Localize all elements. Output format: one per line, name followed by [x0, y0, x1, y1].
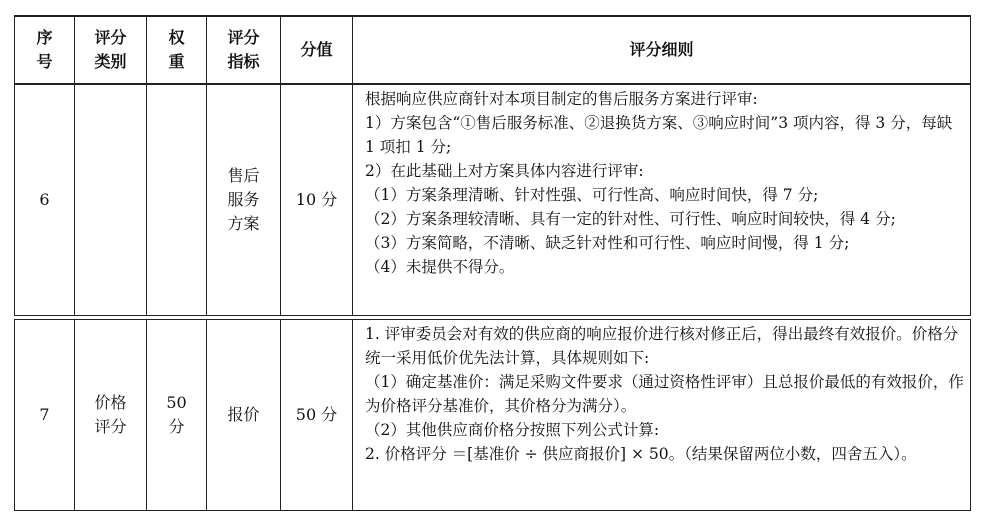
header-category: 评分 类别 [75, 16, 147, 84]
cell-index: 7 [15, 320, 75, 511]
detail-line: 根据响应供应商针对本项目制定的售后服务方案进行评审: [365, 90, 758, 108]
detail-line: 1. 评审委员会对有效的供应商的响应报价进行核对修正后，得出最终有效报价。价格分统一采用低价优先法计算，具体规则如下: [365, 325, 959, 367]
cell-indicator: 售后 服务 方案 [207, 84, 281, 316]
cell-detail [353, 84, 971, 316]
detail-line: （1）方案条理清晰、针对性强、可行性高、响应时间快，得 7 分; [365, 186, 819, 204]
cell-weight [147, 84, 207, 316]
detail-line: 2. 价格评分 ＝[基准价 ÷ 供应商报价] × 50。（结果保留两位小数，四舍五入）。 [365, 445, 917, 463]
detail-line: （2）方案条理较清晰、具有一定的针对性、可行性、响应时间较快，得 4 分; [365, 210, 896, 228]
detail-line: 2）在此基础上对方案具体内容进行评审: [365, 162, 644, 180]
header-score: 分值 [281, 16, 353, 84]
cell-category: 价格 评分 [75, 320, 147, 511]
detail-line: （4）未提供不得分。 [365, 258, 515, 276]
cell-index: 6 [15, 84, 75, 316]
header-detail: 评分细则 [353, 16, 971, 84]
cell-score: 50 分 [281, 320, 353, 511]
header-row [15, 16, 971, 84]
detail-line: 1）方案包含“①售后服务标准、②退换货方案、③响应时间”3 项内容，得 3 分，每缺 1 项扣 1 分; [365, 114, 953, 156]
header-indicator: 评分 指标 [207, 16, 281, 84]
cell-weight: 50 分 [147, 320, 207, 511]
cell-detail [353, 320, 971, 511]
cell-indicator: 报价 [207, 320, 281, 511]
table-row [15, 84, 971, 316]
detail-line: （2）其他供应商价格分按照下列公式计算: [365, 421, 660, 439]
scoring-table [14, 15, 971, 511]
detail-line: （1）确定基准价：满足采购文件要求（通过资格性评审）且总报价最低的有效报价，作为价格评分基准价，其价格分为满分）。 [365, 373, 964, 415]
header-index: 序 号 [15, 16, 75, 84]
cell-score: 10 分 [281, 84, 353, 316]
cell-category [75, 84, 147, 316]
scoring-table-container [14, 15, 970, 511]
detail-line: （3）方案简略，不清晰、缺乏针对性和可行性、响应时间慢，得 1 分; [365, 234, 850, 252]
table-row [15, 320, 971, 511]
header-weight: 权 重 [147, 16, 207, 84]
